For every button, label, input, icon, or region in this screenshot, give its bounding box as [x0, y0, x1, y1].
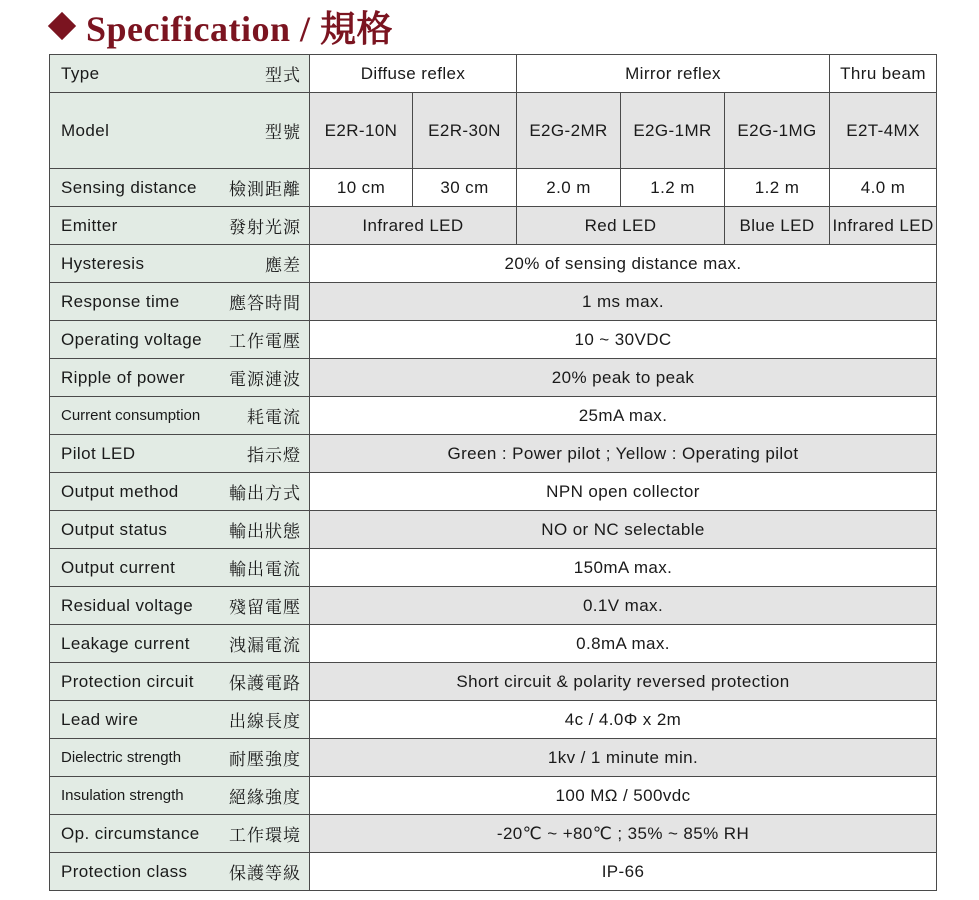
- spec-value: 1 ms max.: [310, 283, 937, 321]
- spec-value: 4c / 4.0Φ x 2m: [310, 701, 937, 739]
- spec-label-zh: 輸出狀態: [229, 522, 301, 541]
- sensing-cell: 10 cm: [310, 169, 413, 207]
- spec-label-en: Response time: [61, 291, 180, 311]
- row-emitter: [50, 207, 937, 245]
- spec-label: [50, 473, 310, 511]
- spec-row: [50, 815, 937, 853]
- label-sensing: Sensing distance 檢測距離: [50, 169, 310, 207]
- sensing-cell: 2.0 m: [517, 169, 621, 207]
- spec-value: Green : Power pilot ; Yellow : Operating pilot: [310, 435, 937, 473]
- spec-label: [50, 815, 310, 853]
- label-model: Model 型號: [50, 93, 310, 169]
- spec-label-zh: 電源漣波: [229, 370, 301, 389]
- spec-label-en: Protection circuit: [61, 671, 194, 691]
- spec-label-zh: 工作環境: [229, 826, 301, 845]
- spec-row: [50, 739, 937, 777]
- spec-row: [50, 359, 937, 397]
- spec-label-zh: 應答時間: [229, 294, 301, 313]
- spec-label-en: Output method: [61, 481, 179, 501]
- spec-table: [49, 54, 937, 891]
- spec-value: 10 ~ 30VDC: [310, 321, 937, 359]
- spec-label: [50, 397, 310, 435]
- spec-label-en: Operating voltage: [61, 329, 202, 349]
- spec-label-zh: 殘留電壓: [229, 598, 301, 617]
- spec-row: [50, 397, 937, 435]
- sensing-cell: 30 cm: [413, 169, 517, 207]
- label-type: Type 型式: [50, 55, 310, 93]
- spec-label-en: Lead wire: [61, 709, 139, 729]
- row-sensing: [50, 169, 937, 207]
- spec-label: [50, 245, 310, 283]
- emitter-cell: Blue LED: [725, 207, 830, 245]
- page-title: [50, 4, 393, 48]
- spec-row: [50, 663, 937, 701]
- emitter-cell: Infrared LED: [310, 207, 517, 245]
- spec-row: [50, 777, 937, 815]
- spec-label: [50, 701, 310, 739]
- row-model: [50, 93, 937, 169]
- spec-label-en: Residual voltage: [61, 595, 194, 615]
- sensing-cell: 1.2 m: [621, 169, 725, 207]
- spec-value: 150mA max.: [310, 549, 937, 587]
- spec-label-zh: 出線長度: [229, 712, 301, 731]
- spec-label: [50, 853, 310, 891]
- spec-row: [50, 245, 937, 283]
- spec-row: [50, 587, 937, 625]
- spec-value: 0.1V max.: [310, 587, 937, 625]
- spec-row: [50, 473, 937, 511]
- heading-text: Specification / 規格: [86, 8, 393, 49]
- spec-label: [50, 625, 310, 663]
- type-mirror: Mirror reflex: [517, 55, 830, 93]
- spec-label-zh: 應差: [265, 256, 301, 275]
- spec-value: 100 MΩ / 500vdc: [310, 777, 937, 815]
- type-thru: Thru beam: [830, 55, 937, 93]
- spec-label-en: Insulation strength: [61, 787, 184, 804]
- spec-label-en: Hysteresis: [61, 253, 145, 273]
- spec-row: [50, 511, 937, 549]
- spec-value: 25mA max.: [310, 397, 937, 435]
- spec-label: [50, 283, 310, 321]
- spec-label: [50, 739, 310, 777]
- spec-label-en: Leakage current: [61, 633, 190, 653]
- model-cell: E2T-4MX: [830, 93, 937, 169]
- spec-label-en: Pilot LED: [61, 443, 136, 463]
- spec-label: [50, 777, 310, 815]
- sensing-cell: 1.2 m: [725, 169, 830, 207]
- spec-label-zh: 耐壓強度: [229, 750, 301, 769]
- spec-row: [50, 283, 937, 321]
- spec-label-zh: 輸出電流: [229, 560, 301, 579]
- emitter-cell: Red LED: [517, 207, 725, 245]
- spec-label-zh: 工作電壓: [229, 332, 301, 351]
- model-cell: E2G-2MR: [517, 93, 621, 169]
- spec-label-zh: 保護等級: [229, 864, 301, 883]
- spec-label: [50, 321, 310, 359]
- emitter-cell: Infrared LED: [830, 207, 937, 245]
- spec-row: [50, 625, 937, 663]
- spec-label: [50, 587, 310, 625]
- spec-label: [50, 435, 310, 473]
- spec-label-en: Dielectric strength: [61, 749, 182, 766]
- spec-value: 20% peak to peak: [310, 359, 937, 397]
- spec-label-zh: 指示燈: [247, 446, 301, 465]
- spec-label: [50, 359, 310, 397]
- spec-label-en: Ripple of power: [61, 367, 186, 387]
- model-cell: E2R-30N: [413, 93, 517, 169]
- spec-row: [50, 435, 937, 473]
- row-type: [50, 55, 937, 93]
- spec-label: [50, 663, 310, 701]
- spec-label: [50, 511, 310, 549]
- spec-label: [50, 549, 310, 587]
- spec-label-en: Current consumption: [61, 407, 201, 424]
- spec-value: -20℃ ~ +80℃ ; 35% ~ 85% RH: [310, 815, 937, 853]
- spec-value: 0.8mA max.: [310, 625, 937, 663]
- spec-row: [50, 549, 937, 587]
- spec-row: [50, 701, 937, 739]
- spec-value: NPN open collector: [310, 473, 937, 511]
- model-cell: E2G-1MG: [725, 93, 830, 169]
- spec-value: NO or NC selectable: [310, 511, 937, 549]
- model-cell: E2G-1MR: [621, 93, 725, 169]
- spec-label-en: Output status: [61, 519, 168, 539]
- spec-value: 20% of sensing distance max.: [310, 245, 937, 283]
- model-cell: E2R-10N: [310, 93, 413, 169]
- spec-value: Short circuit & polarity reversed protection: [310, 663, 937, 701]
- spec-value: IP-66: [310, 853, 937, 891]
- diamond-bullet-icon: [48, 12, 76, 40]
- spec-label-en: Op. circumstance: [61, 823, 200, 843]
- spec-label-zh: 輸出方式: [229, 484, 301, 503]
- spec-label-en: Protection class: [61, 861, 188, 881]
- label-emitter: Emitter 發射光源: [50, 207, 310, 245]
- spec-value: 1kv / 1 minute min.: [310, 739, 937, 777]
- spec-label-zh: 洩漏電流: [229, 636, 301, 655]
- type-diffuse: Diffuse reflex: [310, 55, 517, 93]
- spec-label-zh: 絕緣強度: [229, 788, 301, 807]
- spec-row: [50, 321, 937, 359]
- spec-label-zh: 耗電流: [247, 408, 301, 427]
- spec-row: [50, 853, 937, 891]
- spec-label-en: Output current: [61, 557, 176, 577]
- spec-label-zh: 保護電路: [229, 674, 301, 693]
- sensing-cell: 4.0 m: [830, 169, 937, 207]
